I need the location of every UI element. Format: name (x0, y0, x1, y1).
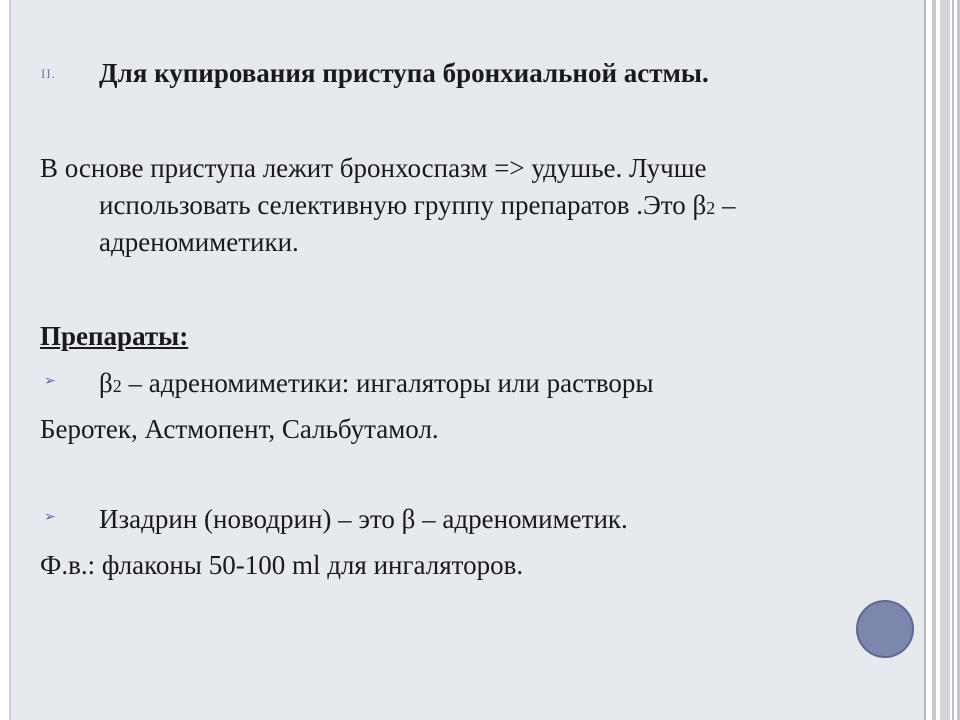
frame-line (924, 0, 926, 720)
frame-line (9, 0, 11, 720)
paragraph-line-2-dash: – (715, 190, 736, 220)
bullet-item-1-beta: β (99, 368, 113, 398)
heading-title: Для купирования приступа бронхиальной астмы. (99, 58, 709, 88)
beta-subscript: 2 (112, 376, 122, 396)
frame-line (940, 0, 950, 720)
paragraph-line-2 (99, 187, 735, 227)
beta-subscript: 2 (706, 198, 716, 218)
bullet-item-2: Изадрин (новодрин) – это β – адреномиметик. (99, 504, 628, 534)
decorative-circle (856, 600, 914, 658)
paragraph-line-3: адреномиметики. (99, 227, 299, 257)
heading-numeral: II. (41, 66, 56, 81)
bullet-item-1-follow: Беротек, Астмопент, Сальбутамол. (40, 414, 439, 444)
arrow-bullet-icon: ➢ (44, 374, 56, 389)
bullet-item-1-text: – адреномиметики: ингаляторы или растворы (121, 368, 654, 398)
frame-line (952, 0, 954, 720)
bullet-item-1 (99, 365, 654, 405)
drugs-title: Препараты: (40, 321, 189, 351)
frame-line (932, 0, 936, 720)
arrow-bullet-icon: ➢ (44, 510, 56, 525)
bullet-item-2-follow: Ф.в.: флаконы 50-100 ml для ингаляторов. (40, 550, 524, 580)
paragraph-line-2-text: использовать селективную группу препаратов .Это β (99, 190, 707, 220)
paragraph-line-1: В основе приступа лежит бронхоспазм => удушье. Лучше (40, 153, 707, 183)
